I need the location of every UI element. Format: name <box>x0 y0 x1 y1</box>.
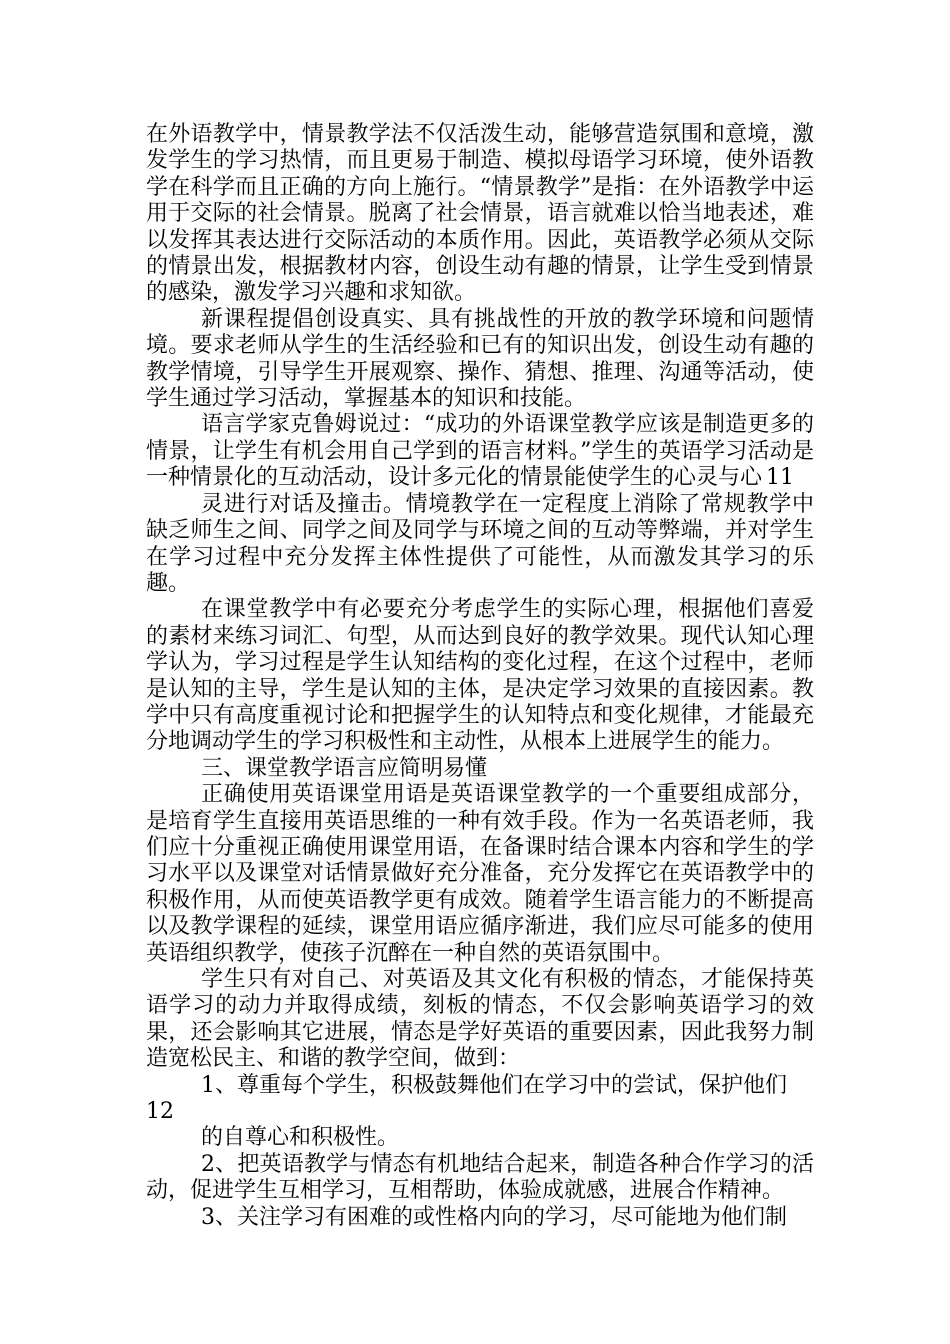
paragraph-1: 在外语教学中，情景教学法不仅活泼生动，能够营造氛围和意境，激发学生的学习热情，而且更易于制造、模拟母语学习环境，使外语教学在科学而且正确的方向上施行。“情景教学”是指：在外语教学中运用于交际的社会情景。脱离了社会情景，语言就难以恰当地表述，难以发挥其表达进行交际活动的本质作用。因此，英语教学必须从交际的情景出发，根据教材内容，创设生动有趣的情景，让学生受到情景的感染，激发学习兴趣和求知欲。 <box>146 122 814 306</box>
section-heading: 三、课堂教学语言应简明易懂 <box>201 755 488 781</box>
paragraph-6: 正确使用英语课堂用语是英语课堂教学的一个重要组成部分，是培育学生直接用英语思维的一种有效手段。作为一名英语老师，我们应十分重视正确使用课堂用语，在备课时结合课本内容和学生的学习水平以及课堂对话情景做好充分准备，充分发挥它在英语教学中的积极作用，从而使英语教学更有成效。随着学生语言能力的不断提高以及教学课程的延续，课堂用语应循序渐进，我们应尽可能多的使用英语组织教学，使孩子沉醉在一种自然的英语氛围中。 <box>146 782 814 966</box>
paragraph-2: 新课程提倡创设真实、具有挑战性的开放的教学环境和问题情境。要求老师从学生的生活经验和已有的知识出发，创设生动有趣的教学情境，引导学生开展观察、操作、猜想、推理、沟通等活动，使学生通过学习活动，掌握基本的知识和技能。 <box>146 306 814 412</box>
paragraph-7: 学生只有对自己、对英语及其文化有积极的情态，才能保持英语学习的动力并取得成绩，刻板的情态，不仅会影响英语学习的效果，还会影响其它进展，情态是学好英语的重要因素，因此我努力制造宽松民主、和谐的教学空间，做到： <box>146 967 814 1072</box>
list-item-1-continued: 的自尊心和积极性。 <box>201 1125 400 1151</box>
document-page <box>146 122 814 1231</box>
page-number-11: 11 <box>766 465 795 491</box>
list-item-3: 3、关注学习有困难的或性格内向的学习，尽可能地为他们制 <box>201 1204 787 1230</box>
list-item-1: 1、尊重每个学生，积极鼓舞他们在学习中的尝试，保护他们 <box>201 1072 787 1098</box>
paragraph-3 <box>146 412 814 491</box>
paragraph-3-text: 语言学家克鲁姆说过：“成功的外语课堂教学应该是制造更多的情景，让学生有机会用自己学到的语言材料。”学生的英语学习活动是一种情景化的互动活动，设计多元化的情景能使学生的心灵与心 <box>146 412 814 491</box>
list-item-2: 2、把英语教学与情态有机地结合起来，制造各种合作学习的活动，促进学生互相学习，互相帮助，体验成就感，进展合作精神。 <box>146 1151 814 1204</box>
paragraph-4: 灵进行对话及撞击。情境教学在一定程度上消除了常规教学中缺乏师生之间、同学之间及同学与环境之间的互动等弊端，并对学生在学习过程中充分发挥主体性提供了可能性，从而激发其学习的乐趣。 <box>146 491 814 596</box>
page-number-12: 12 <box>146 1099 174 1125</box>
paragraph-5: 在课堂教学中有必要充分考虑学生的实际心理，根据他们喜爱的素材来练习词汇、句型，从而达到良好的教学效果。现代认知心理学认为，学习过程是学生认知结构的变化过程，在这个过程中，老师是认知的主导，学生是认知的主体，是决定学习效果的直接因素。教学中只有高度重视讨论和把握学生的认知特点和变化规律，才能最充分地调动学生的学习积极性和主动性，从根本上进展学生的能力。 <box>146 597 814 755</box>
